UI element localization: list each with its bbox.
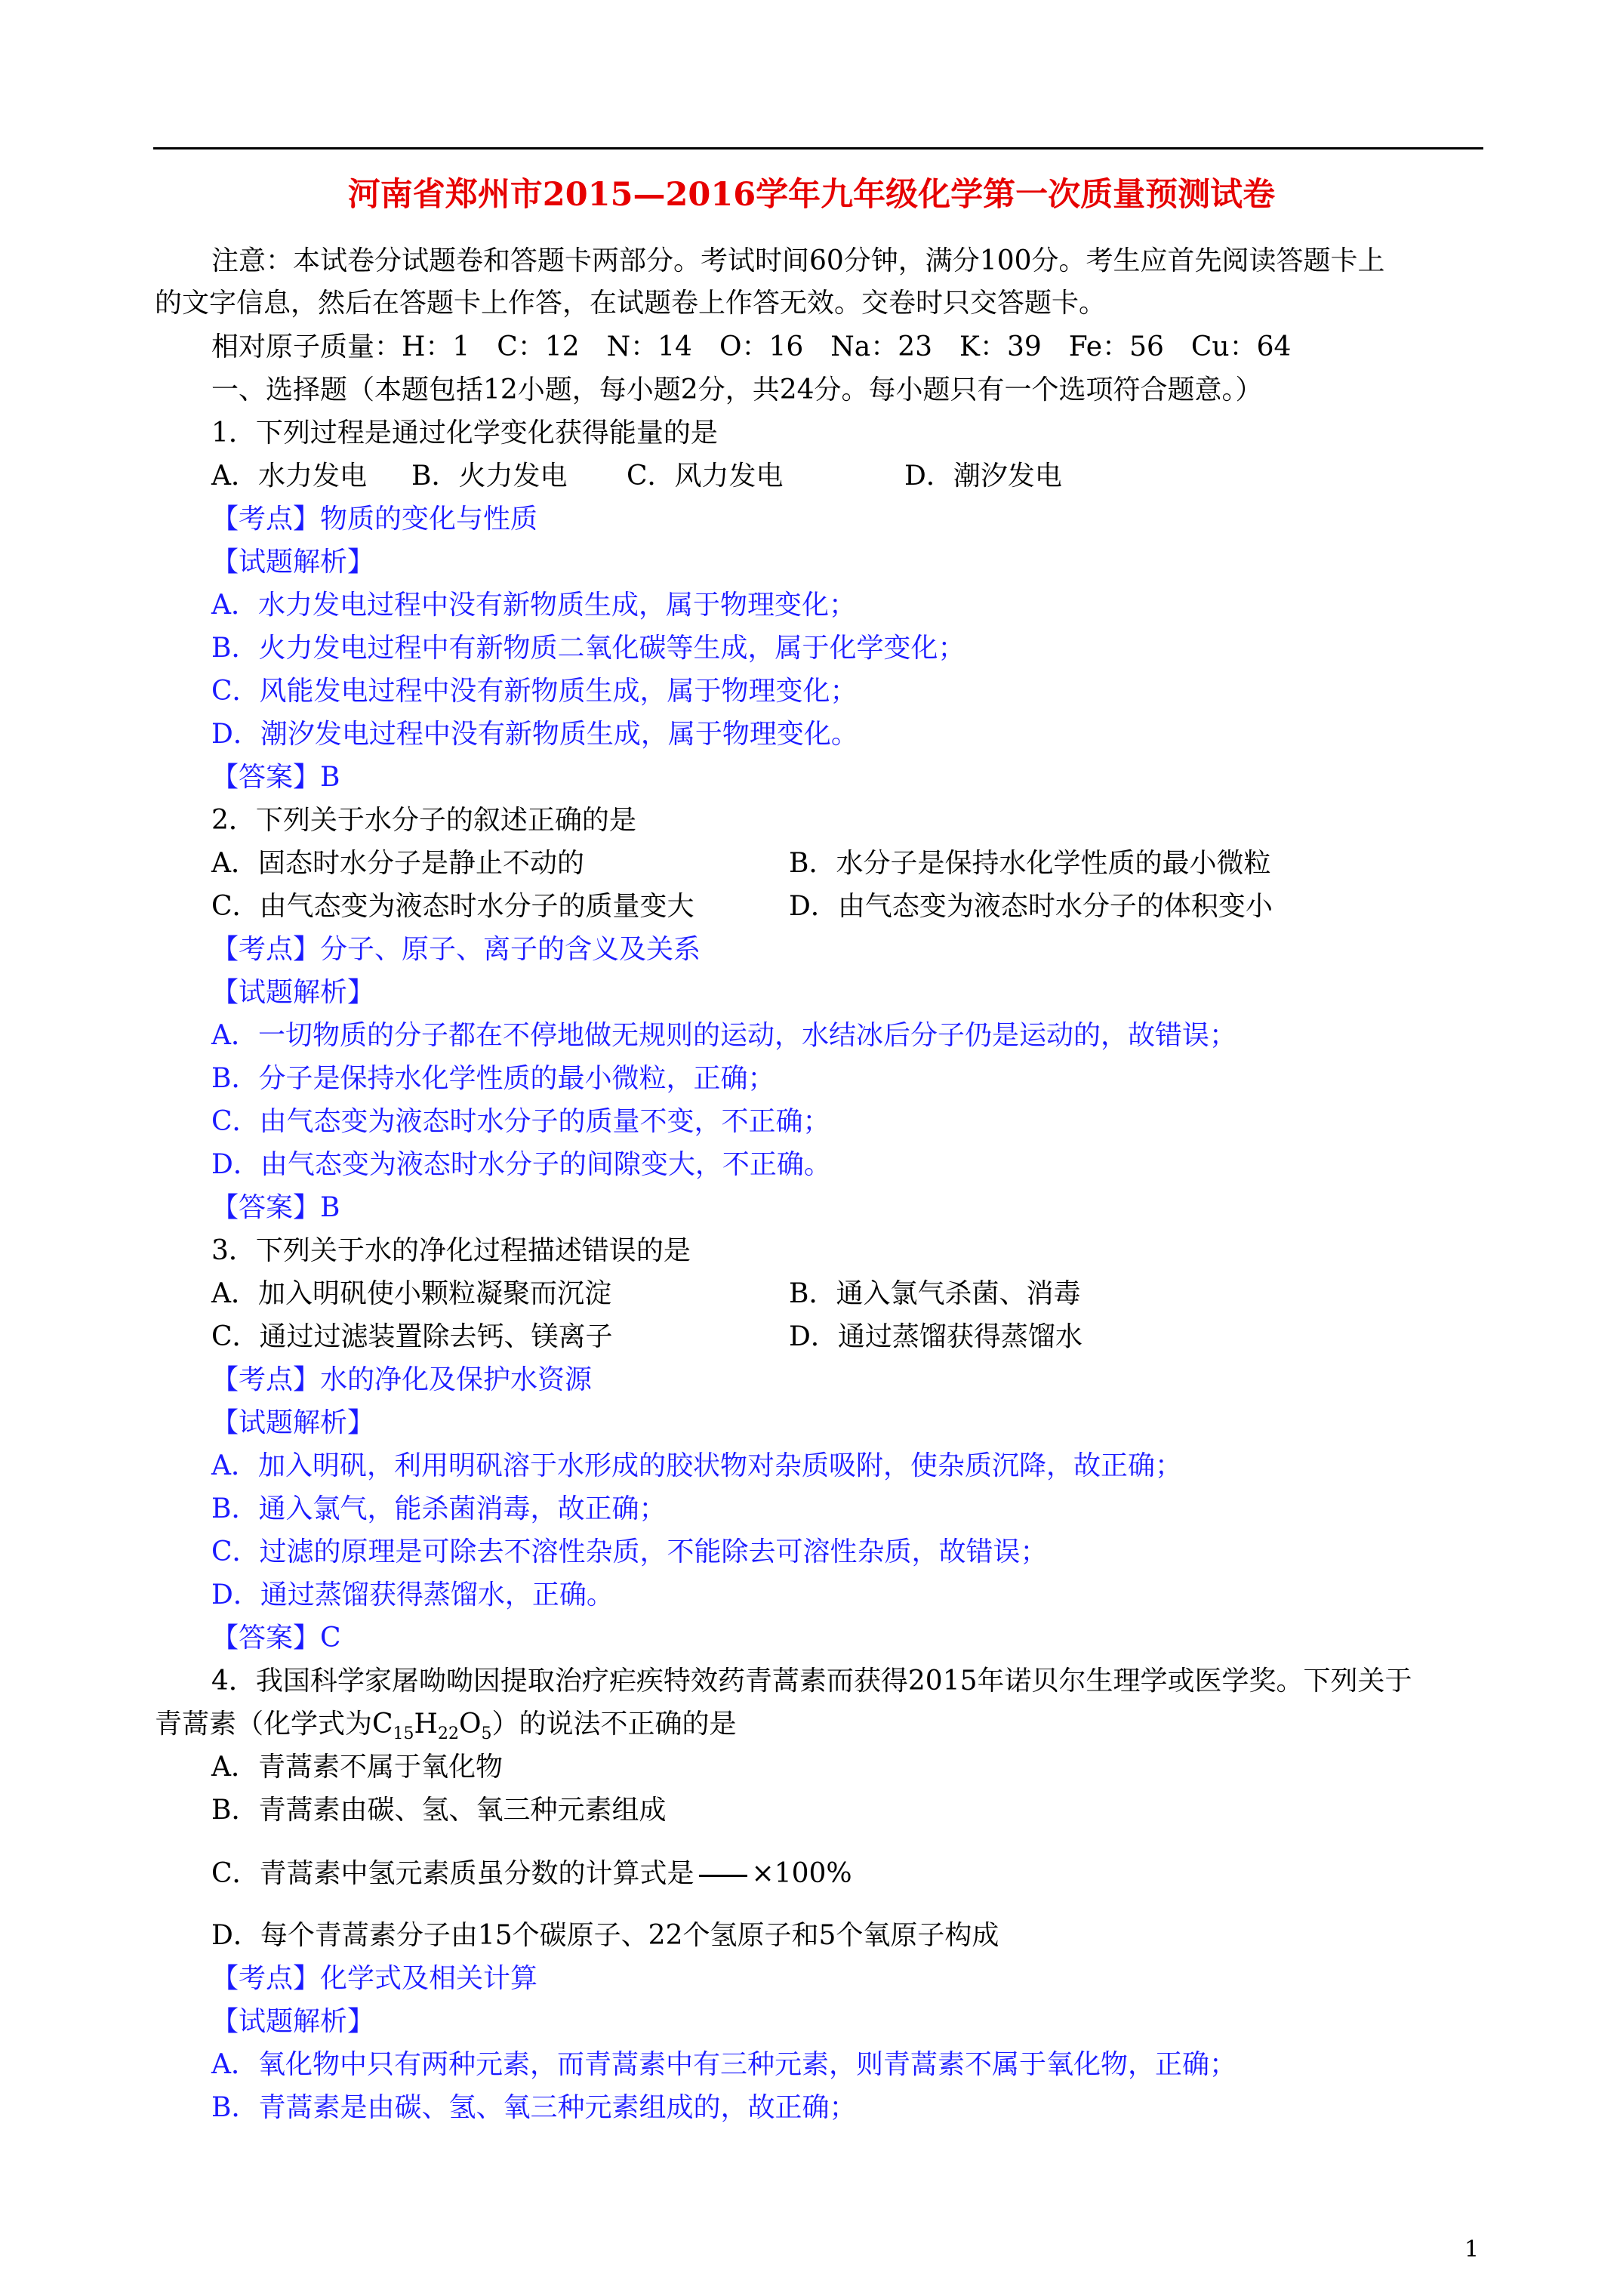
- q4-formula-o: O: [458, 1709, 482, 1740]
- q3-explanation-d: D．通过蒸馏获得蒸馏水，正确。: [211, 1579, 614, 1610]
- q4-explanation-b: B．青蒿素是由碳、氢、氧三种元素组成的，故正确；: [211, 2092, 857, 2123]
- q4-option-c-suffix: ×100%: [751, 1858, 852, 1889]
- q3-option-d: D．通过蒸馏获得蒸馏水: [789, 1321, 1083, 1352]
- atomic-mass-line: 相对原子质量：H：1 C：12 N：14 O：16 Na：23 K：39 Fe：56 Cu：64: [211, 331, 1292, 362]
- notice-line-1: 注意：本试卷分试题卷和答题卡两部分。考试时间60分钟，满分100分。考生应首先阅读答题卡上: [211, 245, 1385, 276]
- q4-option-a: A．青蒿素不属于氧化物: [211, 1752, 503, 1783]
- page-number: 1: [1464, 2236, 1480, 2263]
- q2-option-a: A．固态时水分子是静止不动的: [211, 848, 584, 879]
- q2-jiexi-label: 【试题解析】: [211, 977, 375, 1008]
- q4-formula-h: H: [414, 1709, 438, 1740]
- header-rule: [153, 147, 1483, 149]
- q4-formula-sub-o: 5: [481, 1724, 492, 1744]
- section-heading: 一、选择题（本题包括12小题，每小题2分，共24分。每小题只有一个选项符合题意。）: [211, 374, 1263, 405]
- q2-explanation-b: B．分子是保持水化学性质的最小微粒，正确；: [211, 1063, 775, 1094]
- q2-stem: 2．下列关于水分子的叙述正确的是: [211, 805, 636, 836]
- q3-explanation-b: B．通入氯气，能杀菌消毒，故正确；: [211, 1493, 667, 1524]
- q4-explanation-a: A．氧化物中只有两种元素，而青蒿素中有三种元素，则青蒿素不属于氧化物，正确；: [211, 2049, 1236, 2080]
- q2-explanation-d: D．由气态变为液态时水分子的间隙变大，不正确。: [211, 1149, 831, 1180]
- q2-answer: 【答案】B: [211, 1192, 340, 1223]
- q1-kaodian: 【考点】物质的变化与性质: [211, 504, 538, 535]
- q1-explanation-a: A．水力发电过程中没有新物质生成，属于物理变化；: [211, 590, 856, 621]
- q4-formula-sub-c: 15: [393, 1724, 414, 1744]
- q3-kaodian: 【考点】水的净化及保护水资源: [211, 1364, 593, 1395]
- fraction-bar: [699, 1875, 747, 1877]
- q4-option-b: B．青蒿素由碳、氢、氧三种元素组成: [211, 1795, 667, 1826]
- q3-explanation-c: C．过滤的原理是可除去不溶性杂质，不能除去可溶性杂质，故错误；: [211, 1536, 1048, 1567]
- q4-jiexi-label: 【试题解析】: [211, 2006, 375, 2037]
- q3-option-c: C．通过过滤装置除去钙、镁离子: [211, 1321, 613, 1352]
- q4-option-c: [211, 1856, 852, 1892]
- notice-line-2: 的文字信息，然后在答题卡上作答，在试题卷上作答无效。交卷时只交答题卡。: [155, 288, 1107, 319]
- q3-answer: 【答案】C: [211, 1623, 341, 1653]
- q4-stem-line-2: [155, 1706, 736, 1743]
- q2-explanation-a: A．一切物质的分子都在不停地做无规则的运动，水结冰后分子仍是运动的，故错误；: [211, 1020, 1236, 1051]
- q4-stem-line-1: 4．我国科学家屠呦呦因提取治疗疟疾特效药青蒿素而获得2015年诺贝尔生理学或医学奖。下列关于: [211, 1666, 1412, 1697]
- q2-option-b: B．水分子是保持水化学性质的最小微粒: [789, 848, 1271, 879]
- q1-jiexi-label: 【试题解析】: [211, 547, 375, 578]
- q1-stem: 1．下列过程是通过化学变化获得能量的是: [211, 418, 718, 448]
- q1-option-a: A．水力发电: [211, 461, 367, 492]
- q1-option-c: C．风力发电: [627, 461, 784, 492]
- q4-kaodian: 【考点】化学式及相关计算: [211, 1963, 538, 1994]
- q4-option-c-text: C．青蒿素中氢元素质虽分数的计算式是: [211, 1858, 694, 1889]
- q4-stem-pre: 青蒿素（化学式为C: [155, 1709, 393, 1740]
- q3-explanation-a: A．加入明矾，利用明矾溶于水形成的胶状物对杂质吸附，使杂质沉降，故正确；: [211, 1450, 1182, 1481]
- q1-explanation-b: B．火力发电过程中有新物质二氧化碳等生成，属于化学变化；: [211, 633, 965, 664]
- q4-option-d: D．每个青蒿素分子由15个碳原子、22个氢原子和5个氧原子构成: [211, 1920, 999, 1951]
- q4-stem-post: ）的说法不正确的是: [491, 1709, 737, 1740]
- q1-explanation-d: D．潮汐发电过程中没有新物质生成，属于物理变化。: [211, 719, 858, 750]
- q3-jiexi-label: 【试题解析】: [211, 1407, 375, 1438]
- q1-option-d: D．潮汐发电: [904, 461, 1062, 492]
- q3-option-a: A．加入明矾使小颗粒凝聚而沉淀: [211, 1278, 611, 1309]
- q2-explanation-c: C．由气态变为液态时水分子的质量不变，不正确；: [211, 1106, 830, 1137]
- q2-kaodian: 【考点】分子、原子、离子的含义及关系: [211, 934, 701, 965]
- page-title: 河南省郑州市2015—2016学年九年级化学第一次质量预测试卷: [347, 176, 1276, 214]
- q4-formula-sub-h: 22: [437, 1724, 459, 1744]
- q1-explanation-c: C．风能发电过程中没有新物质生成，属于物理变化；: [211, 676, 858, 707]
- q1-option-b: B．火力发电: [411, 461, 568, 492]
- q3-option-b: B．通入氯气杀菌、消毒: [789, 1278, 1081, 1309]
- q2-option-d: D．由气态变为液态时水分子的体积变小: [789, 891, 1273, 922]
- q2-option-c: C．由气态变为液态时水分子的质量变大: [211, 891, 694, 922]
- q1-answer: 【答案】B: [211, 762, 340, 793]
- q3-stem: 3．下列关于水的净化过程描述错误的是: [211, 1235, 691, 1266]
